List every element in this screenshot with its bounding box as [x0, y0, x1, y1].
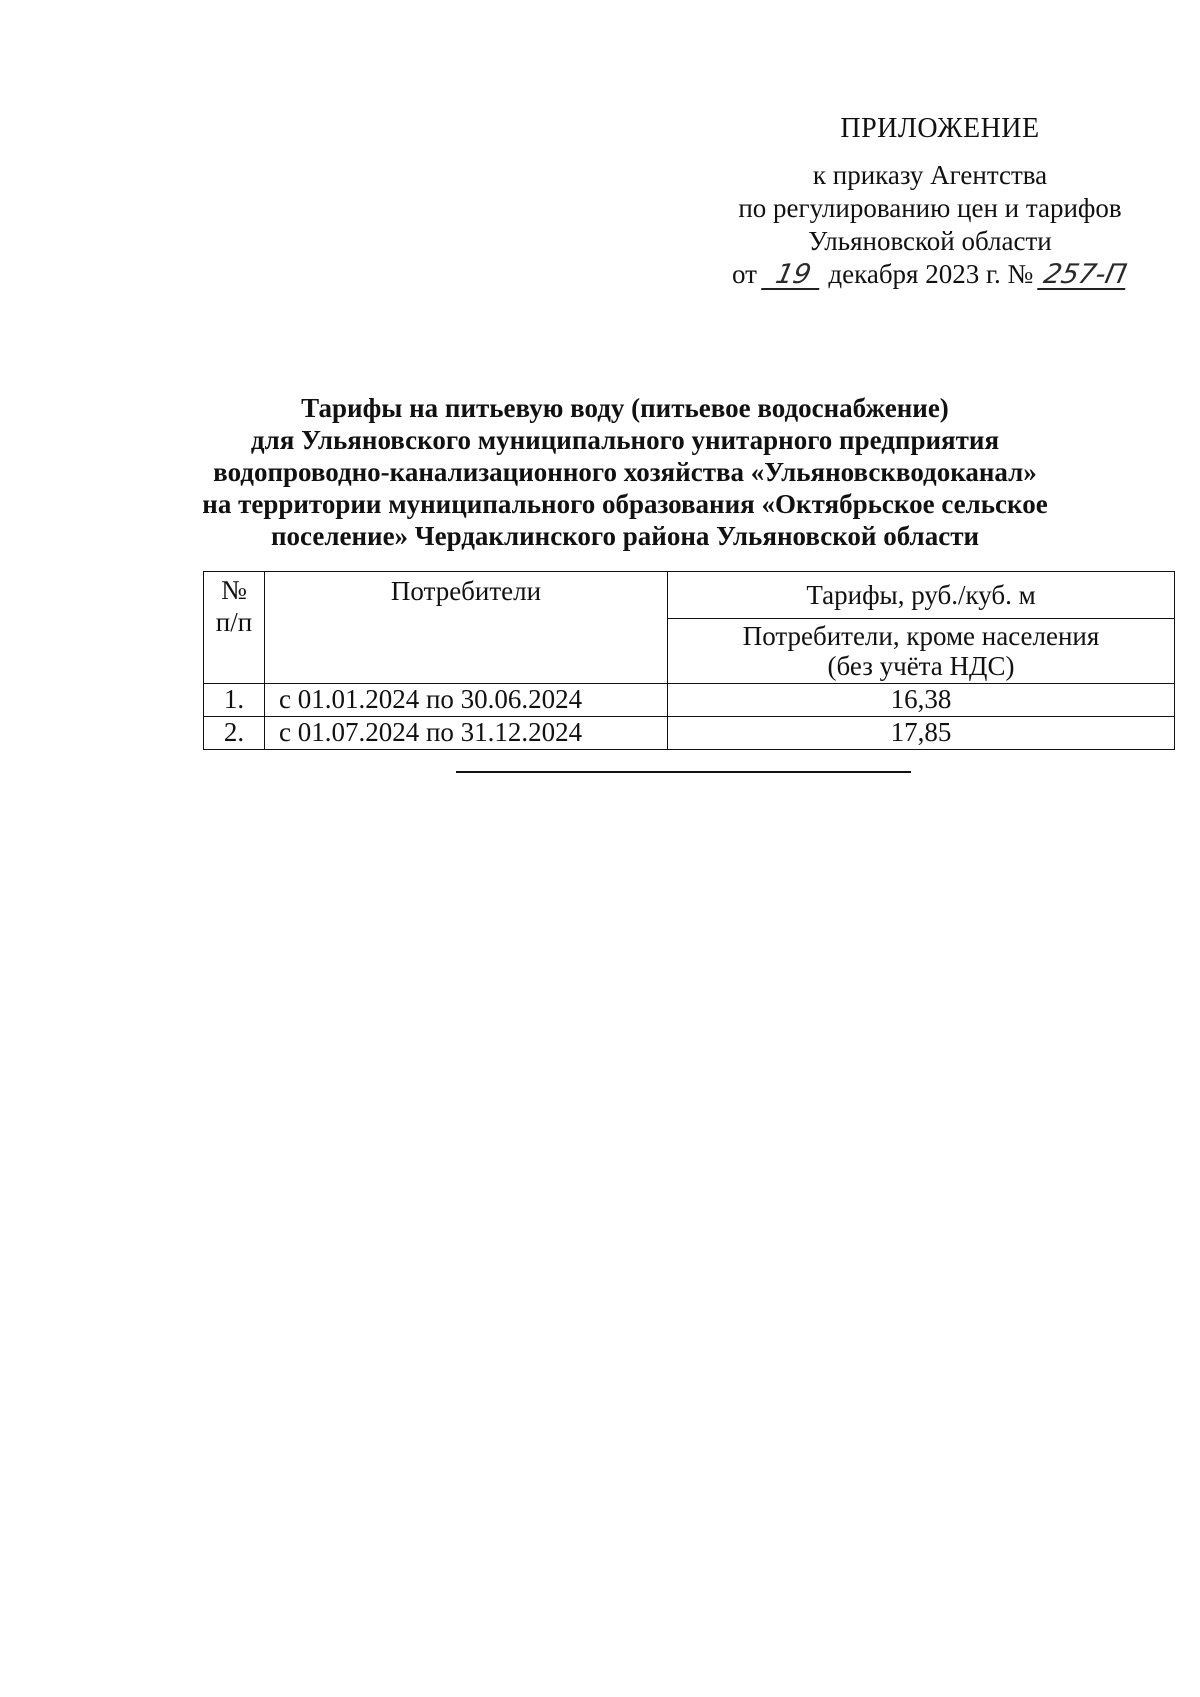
appendix-header [700, 112, 1160, 291]
appendix-line-1: к приказу Агентства [812, 160, 1048, 190]
order-middle: декабря 2023 г. № [828, 259, 1034, 289]
title-line-1: Тарифы на питьевую воду (питьевое водоснабжение) [301, 393, 949, 423]
title-line-5: поселение» Чердаклинского района Ульяновской области [270, 521, 980, 551]
header-tariffs: Тарифы, руб./куб. м [668, 572, 1175, 619]
tariffs-table [203, 571, 1175, 750]
order-prefix: от [731, 259, 757, 289]
header-num-line-2: п/п [215, 607, 253, 637]
end-divider-line [456, 771, 911, 773]
document-title [160, 392, 1090, 552]
header-num [204, 572, 265, 684]
table-row [204, 684, 1175, 717]
row-tariff: 16,38 [668, 684, 1175, 717]
appendix-title: ПРИЛОЖЕНИЕ [840, 113, 1040, 144]
header-sub-line-2: (без учёта НДС) [827, 651, 1015, 681]
row-tariff: 17,85 [668, 717, 1175, 750]
appendix-line-3: Ульяновской области [808, 226, 1052, 256]
title-line-3: водопроводно-канализационного хозяйства «Ульяновскводоканал» [213, 457, 1037, 487]
header-num-line-1: № [221, 575, 247, 605]
header-subcategory [668, 619, 1175, 684]
row-period: с 01.01.2024 по 30.06.2024 [265, 684, 668, 717]
header-sub-line-1: Потребители, кроме населения [742, 621, 1100, 651]
row-period: с 01.07.2024 по 31.12.2024 [265, 717, 668, 750]
row-num: 1. [204, 684, 265, 717]
appendix-line-2: по регулированию цен и тарифов [738, 193, 1122, 223]
header-consumers: Потребители [265, 572, 668, 684]
row-num: 2. [204, 717, 265, 750]
table-header-row [204, 572, 1175, 619]
table-row [204, 717, 1175, 750]
order-reference [700, 258, 1160, 291]
title-line-4: на территории муниципального образования «Октябрьское сельское [202, 489, 1048, 519]
order-number-handwritten: 257-П [1037, 262, 1131, 290]
order-day-handwritten: 19 [761, 262, 825, 290]
title-line-2: для Ульяновского муниципального унитарного предприятия [250, 425, 1000, 455]
